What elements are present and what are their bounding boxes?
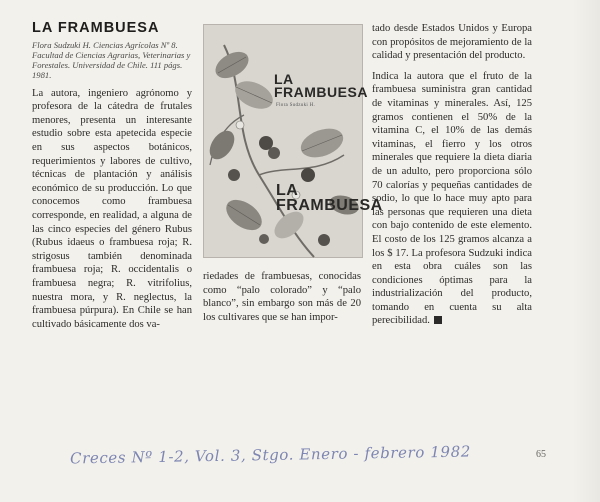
article-body-col2: riedades de frambuesas, conocidas como “palo colorado” y “palo blanco”, sin embargo son más de 20 los cultivares que se han impor- (203, 271, 361, 323)
article-title: LA FRAMBUESA (32, 20, 160, 36)
book-cover-image (203, 24, 383, 258)
cover-author: Flora Sudzuki H. (276, 103, 316, 108)
article-body-col3-para1: tado desde Estados Unidos y Europa con propósitos de mejoramiento de la calidad y presentación del producto. (372, 23, 532, 62)
scan-edge-shadow (572, 0, 600, 502)
handwritten-source-note: Creces Nº 1-2, Vol. 3, Stgo. Enero - febrero 1982 (69, 442, 472, 468)
article-column-3 (372, 22, 532, 328)
cover-title-top: LA FRAMBUESA (274, 71, 368, 100)
end-of-article-mark (434, 316, 442, 324)
book-citation: Flora Sudzuki H. Ciencias Agrícolas Nº 8. Facultad de Ciencias Agrarias, Veterinarias y Forestales. Universidad de Chile. 111 págs. 1981. (32, 39, 191, 80)
article-body-col1: La autora, ingeniero agrónomo y profesora de la cátedra de frutales menores, presenta un interesante estudio sobre esta apetecida especie en sus aspectos botánicos, requerimientos y labores de cultivo, técnicas de plantación y análisis económico de su producción. Lo que conocemos como frambuesa corresponde, en realidad, a alguna de las cinco especies del género Rubus (Rubus idaeus o frambuesa roja; R. strigosus también denominada frambuesa roja; R. occidentalis o frambuesa negra; R. vitrifolius, nuestra mora, y R. neglectus, la frambuesa púrpura). En Chile se han cultivado básicamente dos va- (32, 87, 192, 330)
cover-title-bottom: LA FRAMBUESA (276, 182, 383, 214)
article-body-col3-para2-text: Indica la autora que el fruto de la frambuesa suministra gran cantidad de vitaminas y minerales. Así, 125 gramos contienen el 50% de la vitamina C, el 10% de las demás vitaminas, el fierro y los otros minerales que requiere la dieta diaria de un adulto, pero proporciona sólo 70 calorías y pequeñas cantidades de sodio, lo que lo hace muy apto para las personas que requieren una dieta con bajo contenido de este elemento. El costo de los 125 gramos alcanza a los $ 17. La profesora Sudzuki indica en esta obra cuáles son las condiciones óptimas para la industrialización del producto, tomando en cuenta su alta perecibilidad. (372, 70, 532, 327)
page-number: 65 (536, 449, 546, 460)
raspberry-illustration (204, 25, 383, 259)
article-column-2 (203, 270, 361, 324)
article-body-col3-para2 (372, 70, 532, 328)
article-column-1 (32, 22, 192, 331)
